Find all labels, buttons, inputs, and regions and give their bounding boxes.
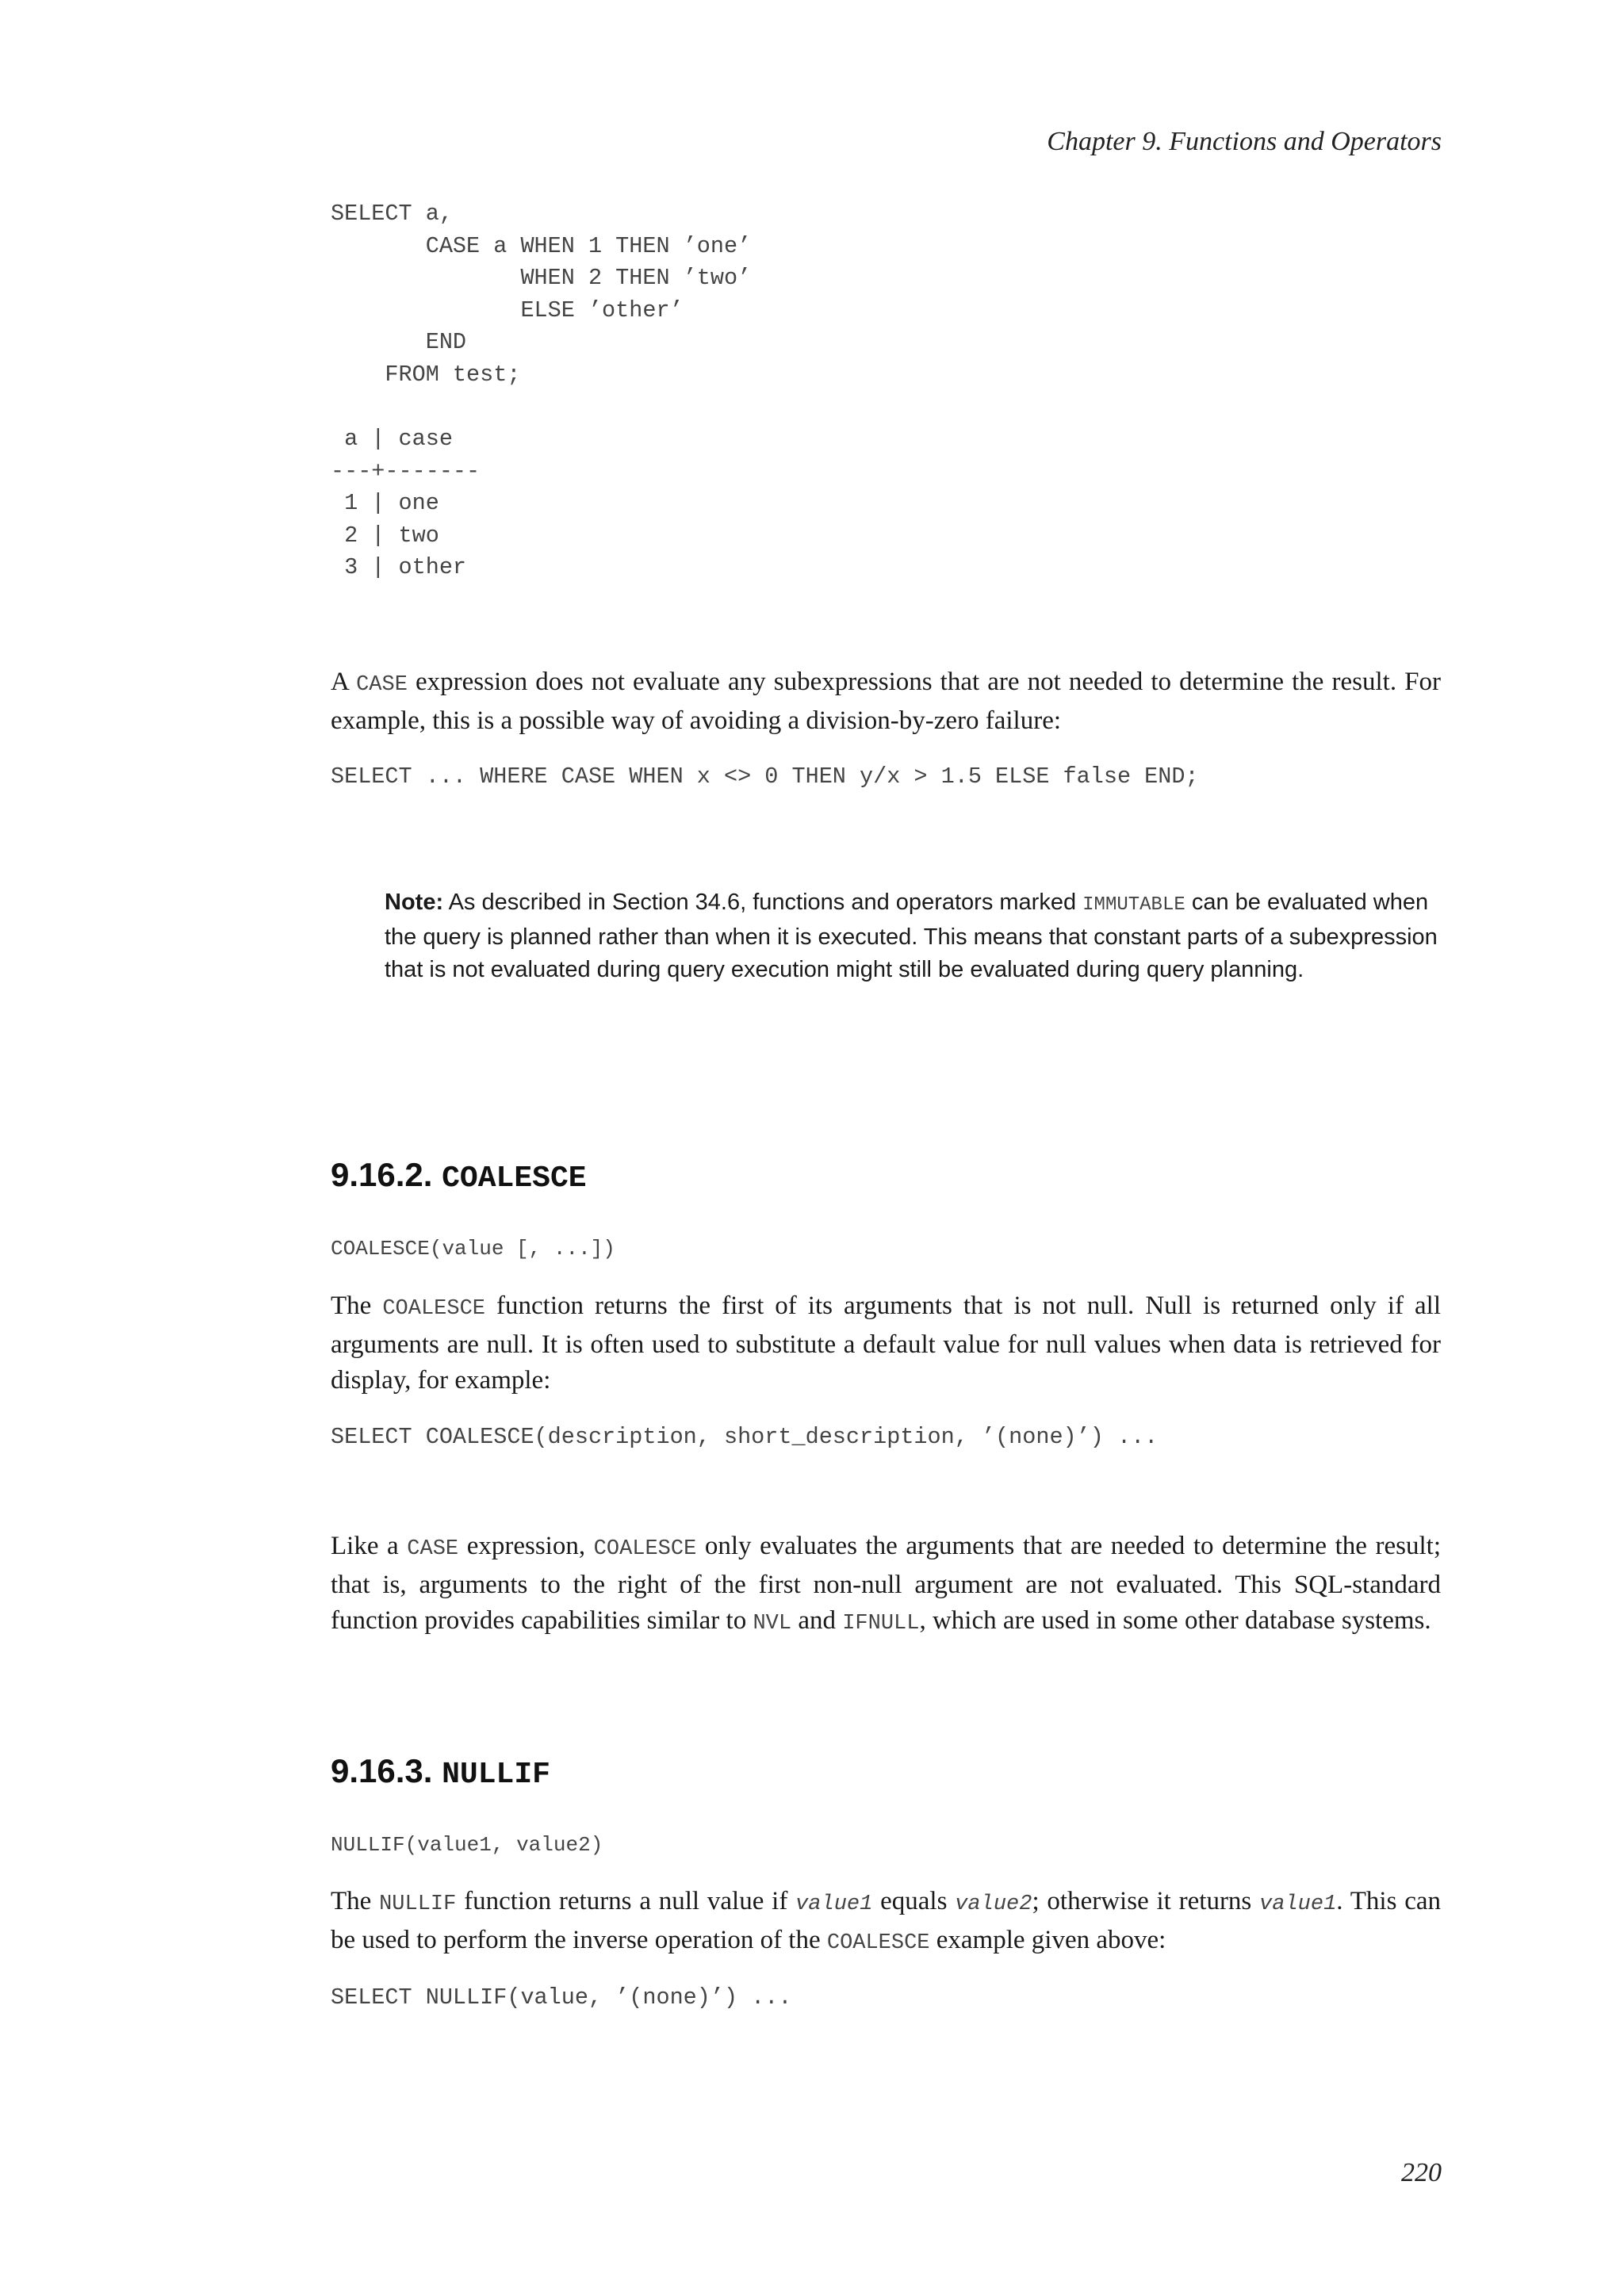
text: expression,: [458, 1532, 594, 1560]
result-line: ---+-------: [331, 457, 481, 484]
synopsis-separator: ,: [491, 1833, 517, 1857]
inline-code: COALESCE: [593, 1537, 697, 1561]
text: function returns a null value if: [456, 1887, 796, 1915]
coalesce-example-code-block: [331, 1422, 1441, 1454]
running-header: Chapter 9. Functions and Operators: [1047, 127, 1442, 156]
text: Like a: [331, 1532, 408, 1560]
note-text: can be evaluated when the query is planned rather than when it is executed. This means that constant parts of a subexpression that is not evaluated during query execution might still be evaluated during query planning.: [385, 890, 1438, 982]
text: expression does not evaluate any subexpressions that are not needed to determine the result. For example, this is a possible way of avoiding a division-by-zero failure:: [331, 668, 1441, 735]
text: ; otherwise it returns: [1032, 1887, 1260, 1915]
text: example given above:: [929, 1926, 1166, 1954]
text: A: [331, 668, 357, 696]
section-heading-nullif: [331, 1752, 550, 1792]
text: function returns the first of its arguments that is not null. Null is returned only if all arguments are null. It is often used to substitute a default value for null values when data is retrieved for display, for example:: [331, 1292, 1441, 1395]
result-line: a | case: [331, 426, 453, 452]
code-line: SELECT COALESCE(description, short_description, ’(none)’) ...: [331, 1424, 1159, 1450]
synopsis-end: ): [590, 1833, 603, 1857]
inline-variable: value1: [795, 1892, 873, 1916]
text: only evaluates the arguments that are needed to determine the result; that is, arguments to the right of the first non-null argument are not evaluated. This SQL-standard function provides capabilities similar to: [331, 1532, 1441, 1635]
note-box: [385, 886, 1442, 986]
case-result-code-block: [331, 423, 1441, 584]
result-line: 3 | other: [331, 554, 467, 580]
code-line: SELECT NULLIF(value, ’(none)’) ...: [331, 1984, 792, 2011]
inline-code: COALESCE: [382, 1297, 485, 1321]
case-division-code-block: [331, 761, 1441, 794]
code-line: CASE a WHEN 1 THEN ’one’: [331, 232, 752, 259]
synopsis-argument: value2: [516, 1833, 591, 1857]
text: and: [791, 1606, 843, 1635]
text: The: [331, 1887, 380, 1915]
code-line: FROM test;: [331, 361, 521, 388]
section-number: 9.16.3.: [331, 1752, 433, 1789]
synopsis-rest: [, ...]): [504, 1237, 615, 1261]
inline-code: NVL: [753, 1612, 792, 1636]
note-text: As described in Section 34.6, functions and operators marked: [443, 890, 1083, 915]
section-number: 9.16.2.: [331, 1156, 433, 1193]
text: The: [331, 1292, 383, 1320]
section-title: COALESCE: [442, 1161, 587, 1196]
code-line: ELSE ’other’: [331, 297, 684, 323]
inline-code: CASE: [356, 673, 408, 697]
coalesce-paragraph-2: [331, 1529, 1441, 1642]
result-line: 2 | two: [331, 522, 439, 549]
inline-code: COALESCE: [826, 1931, 930, 1955]
text: . This can be used to perform the inverse operation of the: [331, 1887, 1442, 1954]
section-title: NULLIF: [442, 1758, 550, 1792]
coalesce-paragraph-1: [331, 1288, 1441, 1399]
inline-variable: value2: [955, 1892, 1032, 1916]
synopsis-function: NULLIF(: [331, 1833, 418, 1857]
code-line: SELECT ... WHERE CASE WHEN x <> 0 THEN y/x > 1.5 ELSE false END;: [331, 763, 1199, 790]
inline-code: IFNULL: [842, 1612, 920, 1636]
nullif-paragraph: [331, 1884, 1441, 1961]
inline-code: NULLIF: [379, 1892, 457, 1916]
code-line: END: [331, 329, 467, 355]
synopsis-argument: value1: [417, 1833, 492, 1857]
inline-variable: value1: [1259, 1892, 1337, 1916]
synopsis-function: COALESCE(: [331, 1237, 442, 1261]
nullif-example-code-block: [331, 1982, 1441, 2015]
case-paragraph: [331, 664, 1441, 739]
inline-code: IMMUTABLE: [1082, 894, 1185, 916]
synopsis-argument: value: [442, 1237, 504, 1261]
case-query-code-block: [331, 198, 1441, 391]
text: equals: [872, 1887, 956, 1915]
note-label: Note:: [385, 890, 444, 915]
text: , which are used in some other database systems.: [919, 1606, 1431, 1635]
page-number: 220: [1401, 2158, 1442, 2187]
section-heading-coalesce: [331, 1156, 587, 1196]
code-line: WHEN 2 THEN ’two’: [331, 265, 752, 291]
coalesce-synopsis: [331, 1237, 1441, 1261]
code-line: SELECT a,: [331, 201, 453, 227]
result-line: 1 | one: [331, 490, 439, 516]
nullif-synopsis: [331, 1833, 1441, 1857]
inline-code: CASE: [407, 1537, 459, 1561]
